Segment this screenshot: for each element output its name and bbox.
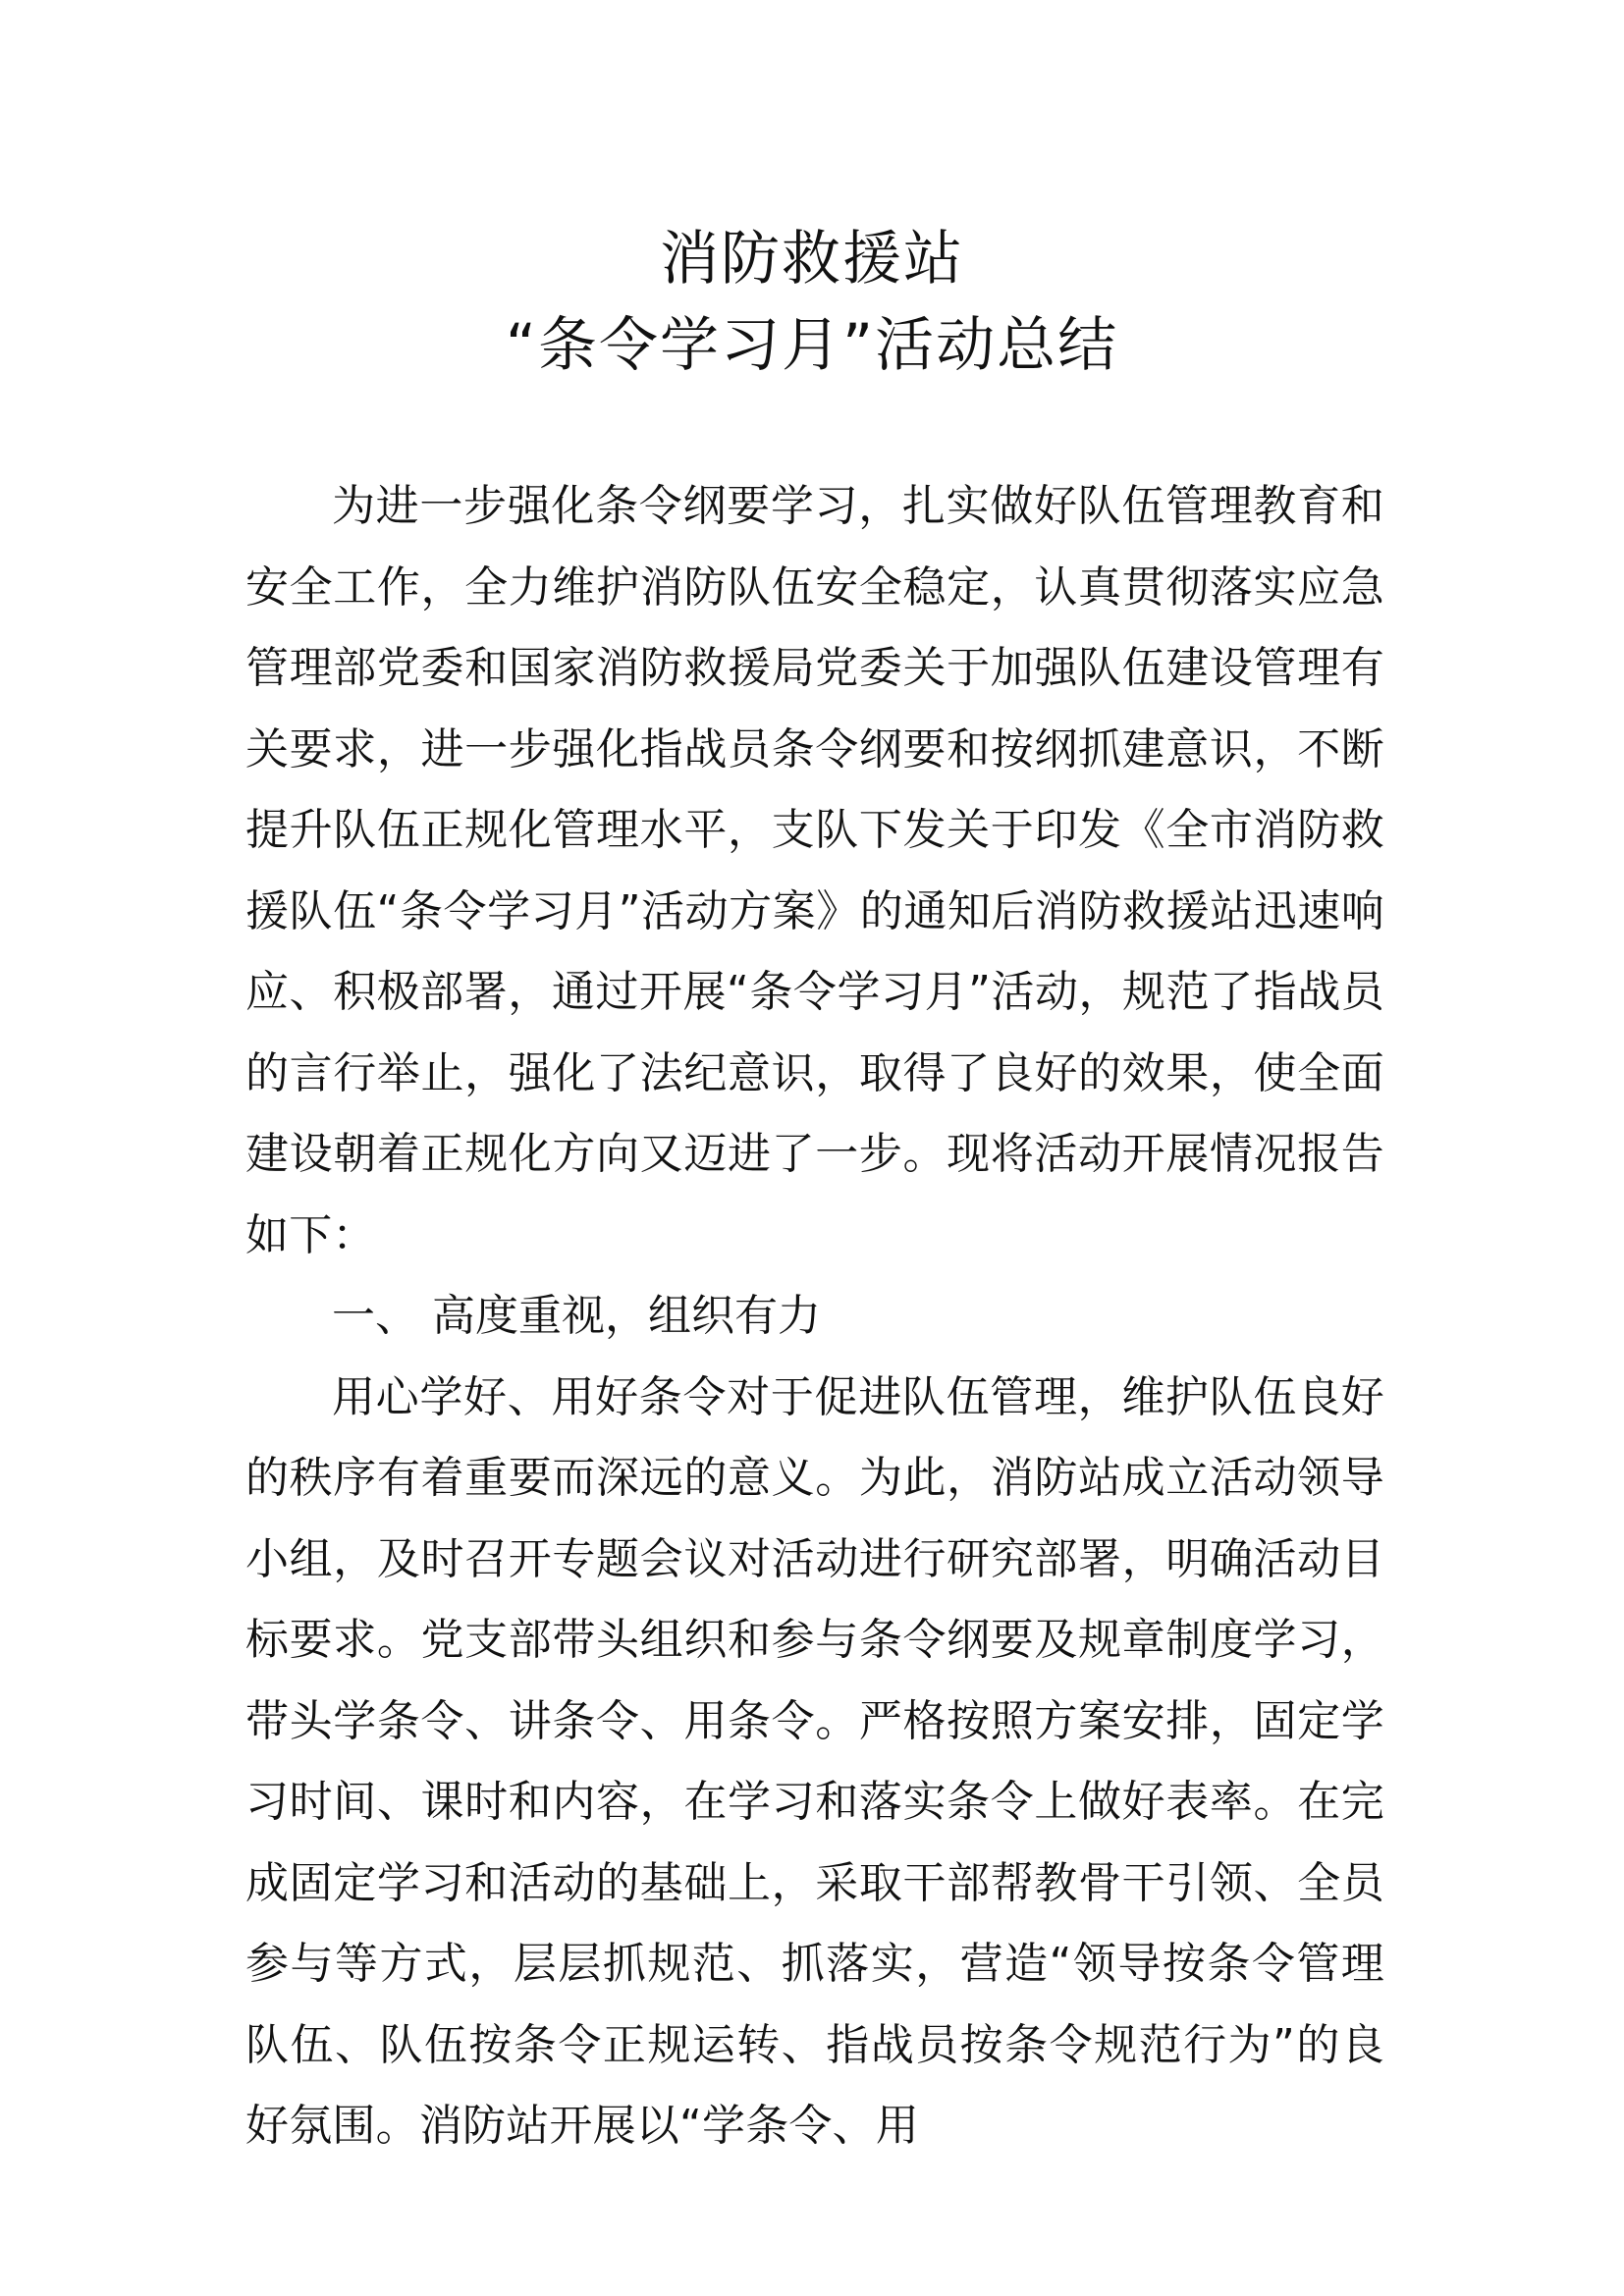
section-1-paragraph: 用心学好、用好条令对于促进队伍管理，维护队伍良好的秩序有着重要而深远的意义。为此，消防站成立活动领导小组，及时召开专题会议对活动进行研究部署，明确活动目标要求。党支部带头组织和参与条令纲要及规章制度学习，带头学条令、讲条令、用条令。严格按照方案安排，固定学习时间、课时和内容，在学习和落实条令上做好表率。在完成固定学习和活动的基础上，采取干部帮教骨干引领、全员参与等方式，层层抓规范、抓落实，营造“领导按条令管理队伍、队伍按条令正规运转、指战员按条令规范行为”的良好氛围。消防站开展以“学条令、用 [245,1371,1384,2151]
title-line-1: 消防救援站 [660,225,964,294]
intro-paragraph: 为进一步强化条令纲要学习，扎实做好队伍管理教育和安全工作，全力维护消防队伍安全稳定，认真贯彻落实应急管理部党委和国家消防救援局党委关于加强队伍建设管理有关要求，进一步强化指战员条令纲要和按纲抓建意识，不断提升队伍正规化管理水平，支队下发关于印发《全市消防救援队伍“条令学习月”活动方案》的通知后消防救援站迅速响应、积极部署，通过开展“条令学习月”活动，规范了指战员的言行举止，强化了法纪意识，取得了良好的效果，使全面建设朝着正规化方向又迈进了一步。现将活动开展情况报告如下： [245,481,1384,1260]
title-line-2: “条令学习月”活动总结 [505,311,1119,380]
document-body [245,466,1384,2167]
section-heading-1: 一、 高度重视，组织有力 [332,1291,821,1341]
document-title [0,216,1624,389]
